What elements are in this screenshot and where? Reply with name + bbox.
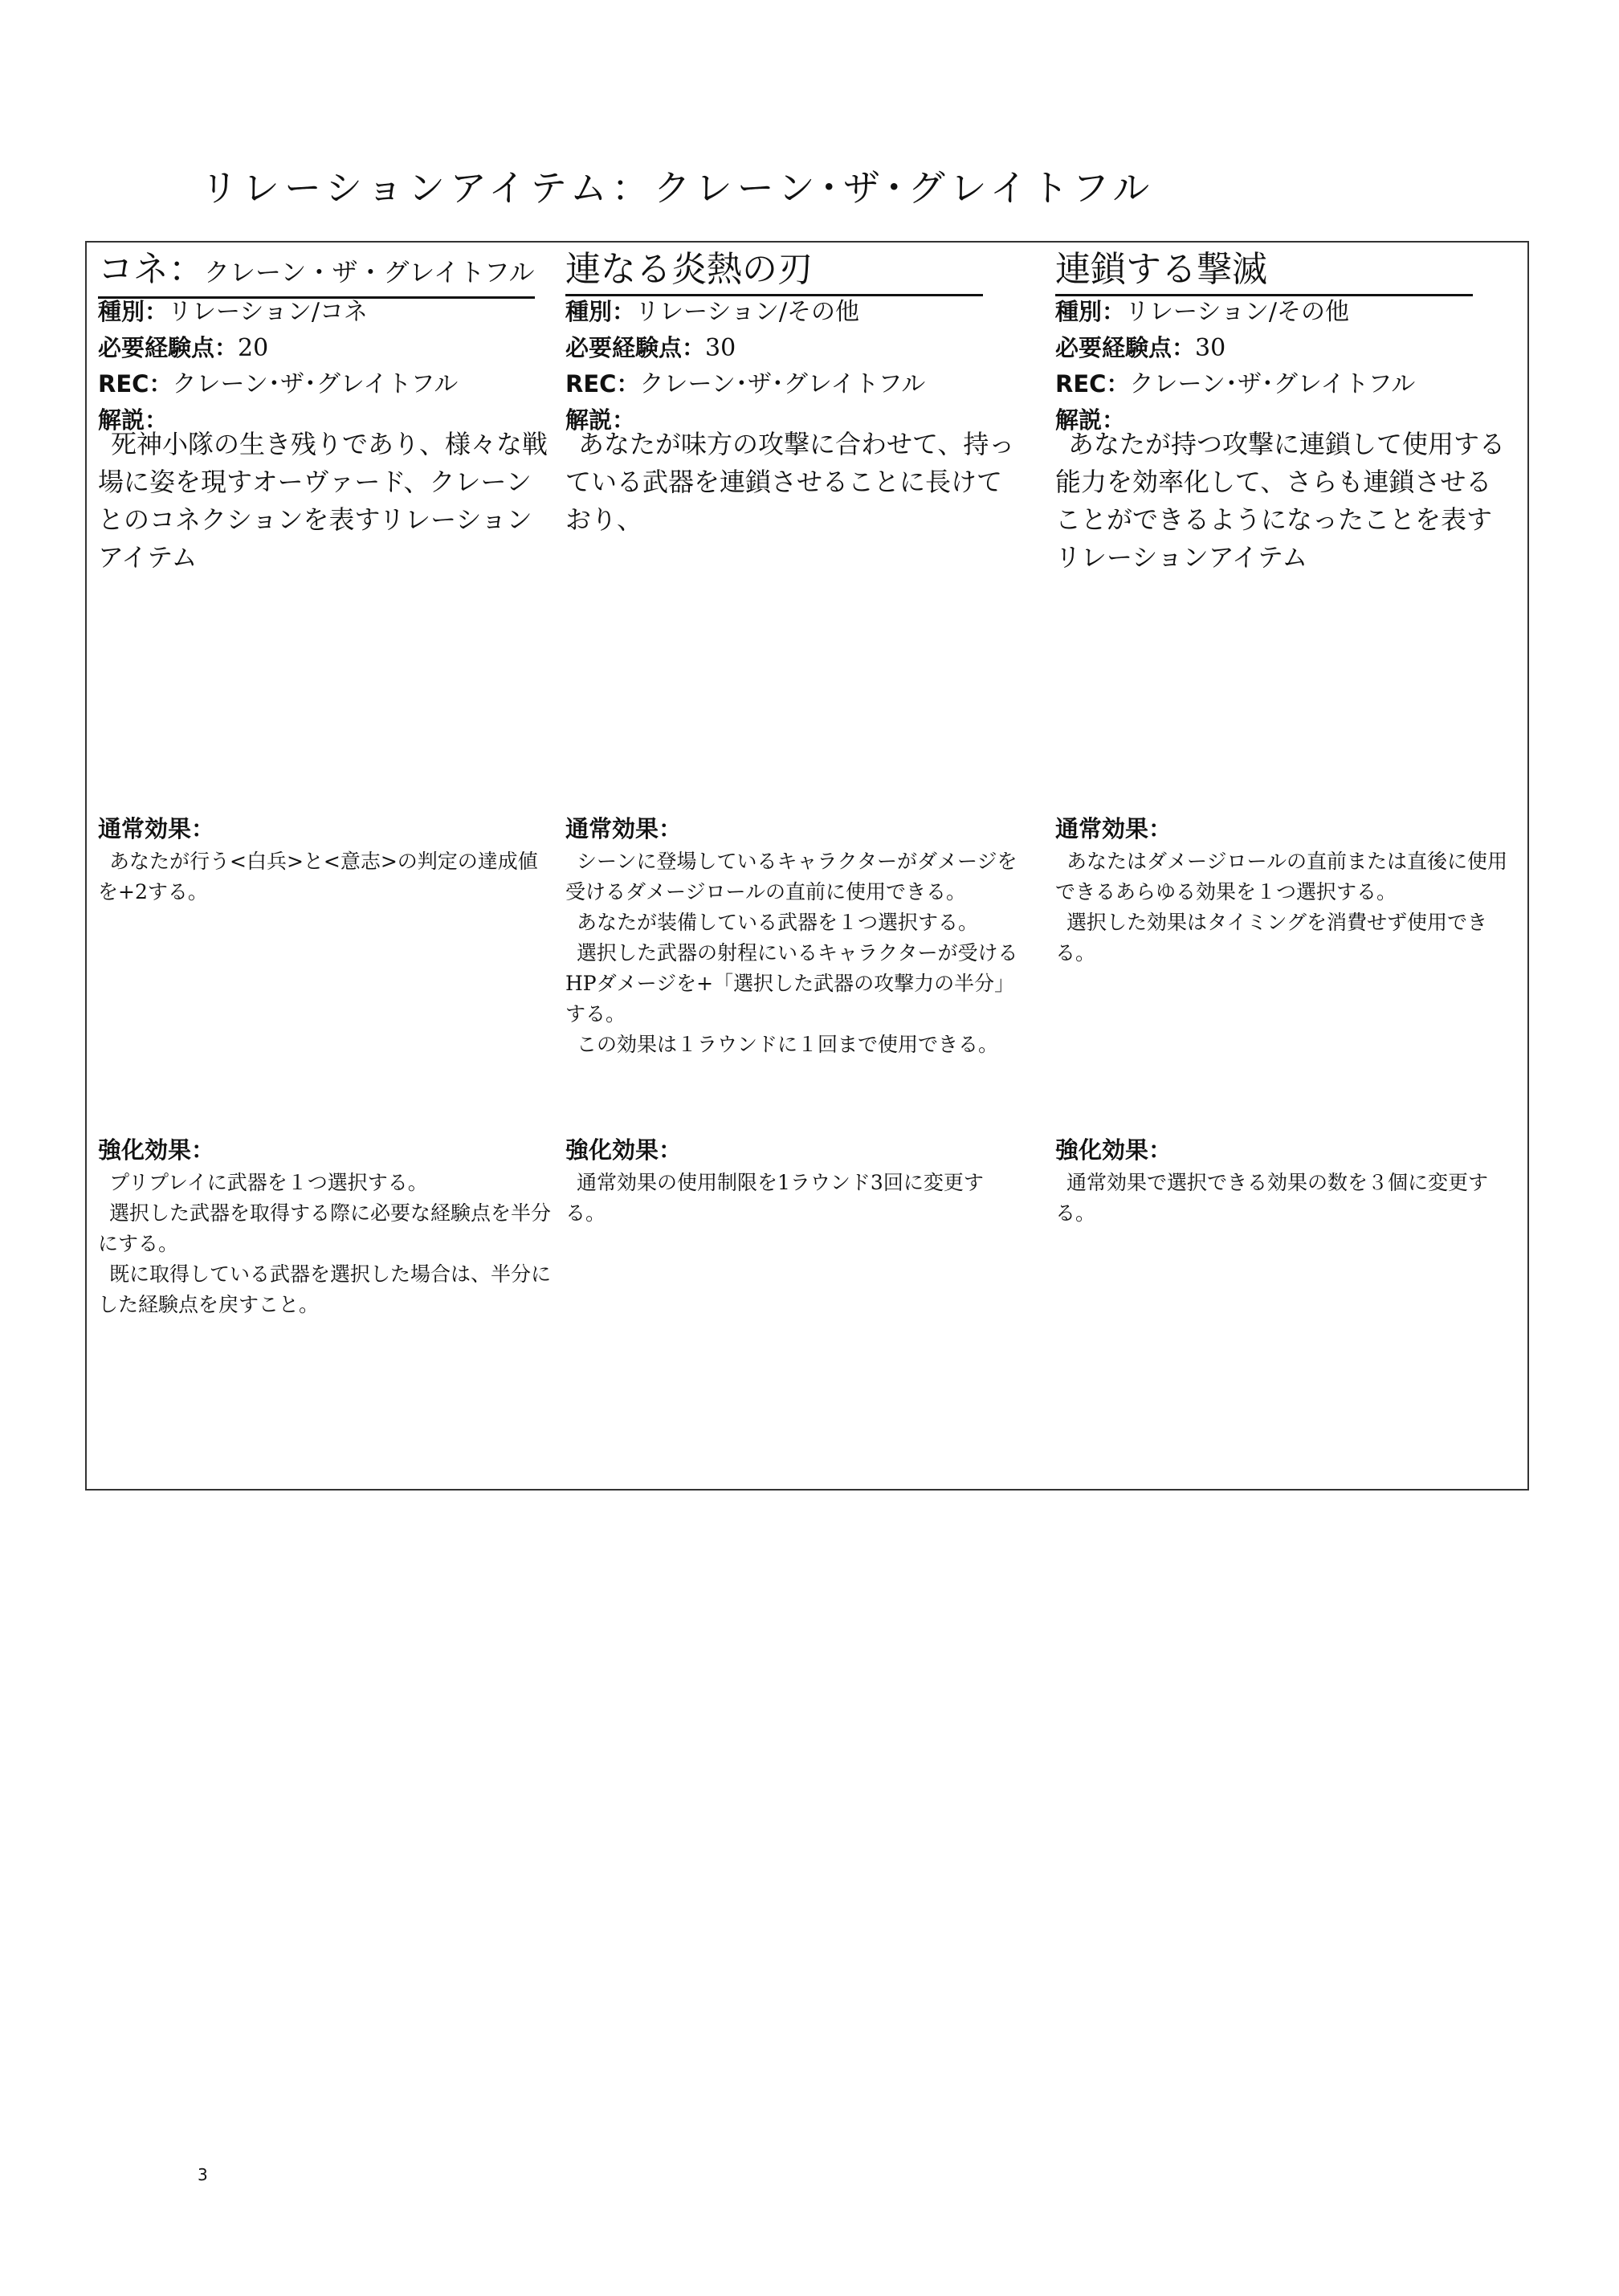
colon: ： (191, 815, 215, 842)
rec-row (1055, 366, 1415, 402)
enhanced-effect-heading (565, 1132, 1023, 1168)
item-name-prefix: 連なる炎熱の刃 (565, 249, 813, 290)
normal-effect-heading (98, 811, 556, 846)
type-row (1055, 294, 1415, 330)
item-name (98, 246, 535, 299)
colon: ： (682, 334, 706, 361)
effect-line: 既に取得している武器を選択した場合は、半分にした経験点を戻すこと。 (98, 1262, 552, 1316)
rec-label: REC (1055, 370, 1107, 398)
colon: ： (659, 1136, 683, 1164)
type-value: リレーション/コネ (168, 298, 368, 326)
enhanced-label: 強化効果 (98, 1136, 192, 1164)
effect-line: あなたはダメージロールの直前または直後に使用できるあらゆる効果を１つ選択する。 (1055, 850, 1508, 903)
colon: ： (1102, 406, 1126, 434)
colon: ： (659, 815, 683, 842)
page-number: 3 (198, 2165, 208, 2184)
effect-line: プリプレイに武器を１つ選択する。 (109, 1171, 428, 1194)
effect-line: シーンに登場しているキャラクターがダメージを受けるダメージロールの直前に使用できる。 (565, 850, 1017, 903)
colon: ： (612, 406, 636, 434)
colon: ： (1106, 370, 1130, 398)
enhanced-effect-body (1055, 1168, 1513, 1229)
normal-effect-body (1055, 846, 1513, 969)
desc-label: 解説 (565, 406, 613, 434)
enhanced-effect-body (98, 1168, 556, 1320)
normal-effect-body (565, 846, 1023, 1060)
effect-line: 通常効果の使用制限を1ラウンド3回に変更する。 (565, 1171, 984, 1225)
relation-item-table (85, 241, 1529, 1491)
item-meta (565, 294, 925, 438)
rec-value: クレーン･ザ･グレイトフル (172, 370, 459, 398)
item-meta (1055, 294, 1415, 438)
colon: ： (1172, 334, 1196, 361)
type-value: リレーション/その他 (1125, 298, 1349, 326)
enhanced-effect-section (565, 1132, 1023, 1229)
exp-row (565, 330, 925, 366)
exp-label: 必要経験点 (98, 334, 215, 361)
colon: ： (214, 334, 239, 361)
item-name (565, 246, 983, 296)
desc-label: 解説 (98, 406, 145, 434)
colon: ： (149, 370, 173, 398)
effect-line: この効果は１ラウンドに１回まで使用できる。 (577, 1033, 999, 1056)
type-row (565, 294, 925, 330)
normal-label: 通常効果 (565, 815, 659, 842)
enhanced-effect-section (98, 1132, 556, 1320)
item-name-prefix: コネ： (98, 249, 204, 290)
item-name-prefix: 連鎖する撃滅 (1055, 249, 1267, 290)
normal-effect-section (98, 811, 556, 907)
exp-value: 30 (705, 334, 736, 362)
rec-label: REC (565, 370, 617, 398)
normal-effect-section (565, 811, 1023, 1060)
normal-effect-section (1055, 811, 1513, 969)
colon: ： (1102, 298, 1126, 325)
type-value: リレーション/その他 (635, 298, 859, 326)
item-card-1 (98, 243, 556, 1489)
item-name (1055, 246, 1473, 296)
colon: ： (612, 298, 636, 325)
rec-row (565, 366, 925, 402)
item-description: あなたが味方の攻撃に合わせて、持っている武器を連鎖させることに長けており、 (565, 429, 1015, 535)
colon: ： (616, 370, 640, 398)
enhanced-effect-heading (1055, 1132, 1513, 1168)
item-name-suffix: クレーン・ザ・グレイトフル (204, 257, 535, 288)
normal-label: 通常効果 (98, 815, 192, 842)
enhanced-effect-body (565, 1168, 1023, 1229)
colon: ： (191, 1136, 215, 1164)
type-row (98, 294, 458, 330)
effect-line: あなたが装備している武器を１つ選択する。 (577, 911, 979, 934)
type-label: 種別 (98, 298, 145, 325)
normal-effect-heading (565, 811, 1023, 846)
exp-label: 必要経験点 (565, 334, 683, 361)
colon: ： (1148, 1136, 1172, 1164)
colon: ： (145, 406, 169, 434)
exp-row (1055, 330, 1415, 366)
effect-line: 選択した効果はタイミングを消費せず使用できる。 (1055, 911, 1488, 964)
effect-line: 通常効果で選択できる効果の数を３個に変更する。 (1055, 1171, 1489, 1225)
exp-value: 30 (1195, 334, 1226, 362)
item-description: あなたが持つ攻撃に連鎖して使用する能力を効率化して、さらも連鎖させることができるようになったことを表すリレーションアイテム (1055, 429, 1506, 573)
rec-label: REC (98, 370, 149, 398)
enhanced-label: 強化効果 (565, 1136, 659, 1164)
colon: ： (145, 298, 169, 325)
effect-line: 選択した武器の射程にいるキャラクターが受けるHPダメージを+「選択した武器の攻撃力の半分」する。 (565, 941, 1018, 1026)
effect-line: あなたが行う<白兵>と<意志>の判定の達成値を+2する。 (98, 850, 538, 903)
item-meta (98, 294, 458, 438)
item-card-3 (1055, 243, 1513, 1489)
enhanced-label: 強化効果 (1055, 1136, 1149, 1164)
page-title: リレーションアイテム：クレーン･ザ･グレイトフル (201, 166, 1155, 210)
normal-label: 通常効果 (1055, 815, 1149, 842)
item-description: 死神小隊の生き残りであり、様々な戦場に姿を現すオーヴァード、クレーンとのコネクションを表すリレーションアイテム (98, 429, 549, 573)
type-label: 種別 (565, 298, 613, 325)
rec-value: クレーン･ザ･グレイトフル (639, 370, 926, 398)
normal-effect-heading (1055, 811, 1513, 846)
rec-row (98, 366, 458, 402)
colon: ： (1148, 815, 1172, 842)
enhanced-effect-section (1055, 1132, 1513, 1229)
exp-label: 必要経験点 (1055, 334, 1172, 361)
type-label: 種別 (1055, 298, 1103, 325)
exp-row (98, 330, 458, 366)
effect-line: 選択した武器を取得する際に必要な経験点を半分にする。 (98, 1201, 552, 1255)
desc-label: 解説 (1055, 406, 1103, 434)
normal-effect-body (98, 846, 556, 907)
enhanced-effect-heading (98, 1132, 556, 1168)
exp-value: 20 (238, 334, 269, 362)
rec-value: クレーン･ザ･グレイトフル (1129, 370, 1416, 398)
item-card-2 (565, 243, 1023, 1489)
